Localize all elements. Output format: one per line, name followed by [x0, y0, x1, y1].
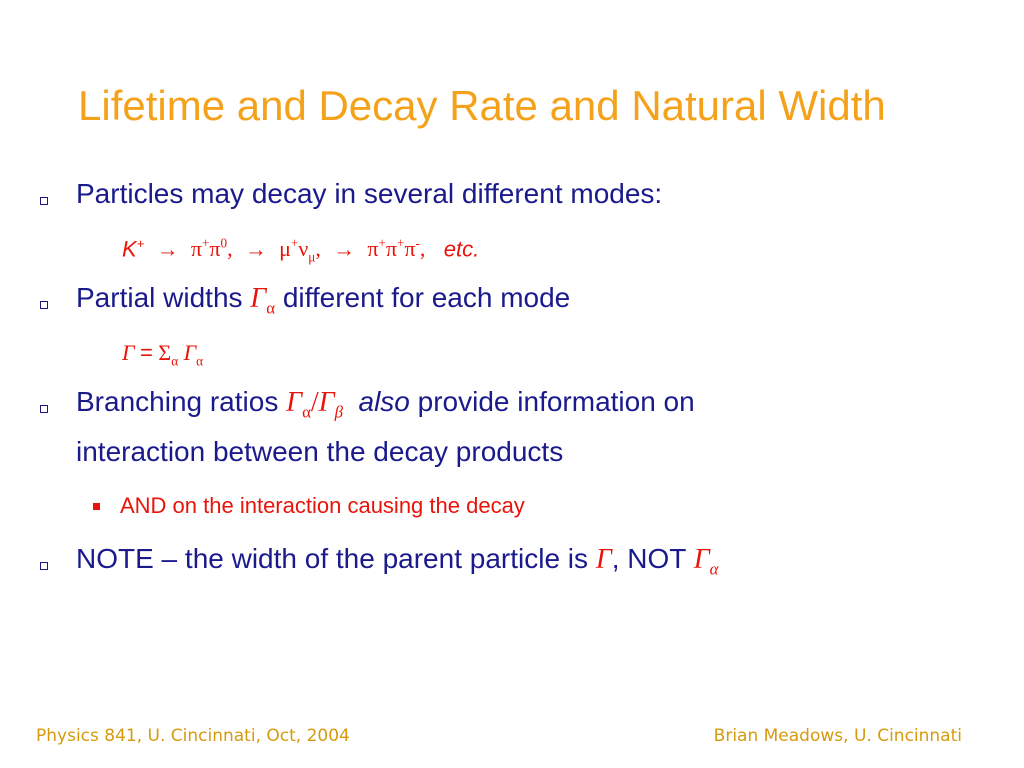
- sub-bullet-marker: [93, 503, 100, 510]
- bullet-4-mid: , NOT: [611, 543, 686, 574]
- bullet-2-before: Partial widths: [76, 282, 243, 313]
- bullet-2-after: different for each mode: [282, 282, 571, 313]
- gamma-sum-formula: $\Gamma = \Sigma_\alpha$ $\Gamma_\alpha$: [122, 340, 204, 369]
- decay-modes-line: $K^+ \to \pi^+\pi^0$, → $\mu^+\nu_\mu$, → π+π+π-, etc.: [122, 236, 480, 265]
- bullet-2-text: Partial widths $\Gamma_\alpha$ different for each mode: [76, 282, 571, 318]
- slide-title: Lifetime and Decay Rate and Natural Width: [78, 82, 886, 129]
- footer-right: Brian Meadows, U. Cincinnati: [713, 726, 962, 746]
- bullet-marker: [40, 562, 48, 570]
- bullet-3-after: provide information on: [417, 386, 695, 417]
- sub-bullet-text: AND on the interaction causing the decay: [120, 493, 525, 518]
- bullet-marker: [40, 197, 48, 205]
- bullet-marker: [40, 405, 48, 413]
- bullet-3-before: Branching ratios: [76, 386, 279, 417]
- bullet-3-line2: interaction between the decay products: [76, 436, 564, 467]
- bullet-4-text: NOTE – the width of the parent particle is Γ, NOT $\Gamma_\alpha$: [76, 543, 719, 579]
- bullet-4-before: NOTE – the width of the parent particle is: [76, 543, 589, 574]
- footer-left: Physics 841, U. Cincinnati, Oct, 2004: [36, 726, 350, 746]
- bullet-3-text: Branching ratios $\Gamma_\alpha/\Gamma_\beta$ also provide information on: [76, 386, 695, 422]
- bullet-marker: [40, 301, 48, 309]
- bullet-3-italic: also: [358, 386, 410, 417]
- bullet-1-text: Particles may decay in several different modes:: [76, 178, 663, 209]
- etc-label: etc.: [443, 236, 480, 262]
